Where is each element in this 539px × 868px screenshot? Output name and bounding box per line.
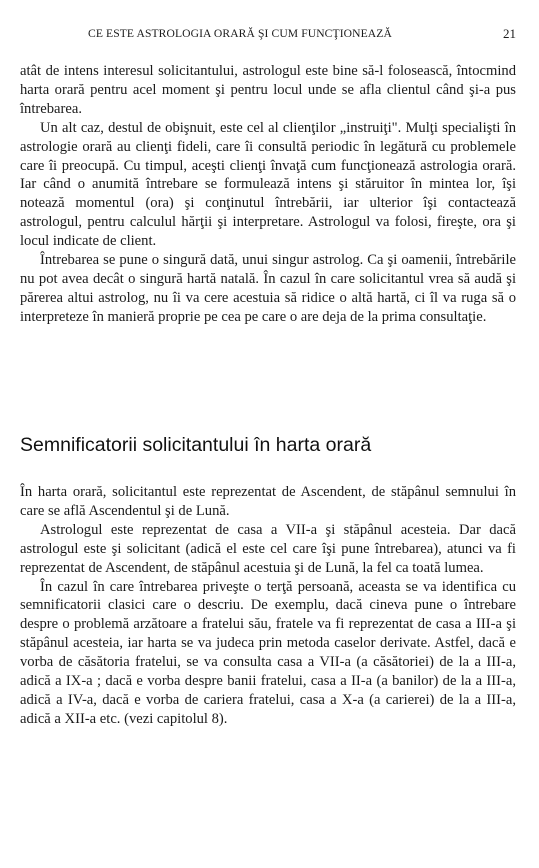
running-head [20, 27, 516, 43]
paragraph: În harta orară, solicitantul este reprezentat de Ascendent, de stăpânul semnului în care se află Ascendentul şi de Lună. [20, 484, 516, 519]
paragraph: În cazul în care întrebarea priveşte o terţă persoană, aceasta se va identifica cu semnificatorii clasici care o descriu. De exemplu, dacă cineva pune o întrebare despre o problemă arzătoare a fratelui său, fratele va fi reprezentat de casa a III-a şi stăpânul acesteia, iar harta se va judeca prin metoda caselor derivate. Astfel, dacă e vorba de căsătoria fratelui, se va consulta casa a VII-a (a căsătoriei) de la a III-a, adică a IX-a ; dacă e vorba despre banii fratelui, casa a II-a (a banilor) de la a III-a, adică a IV-a, dacă e vorba de cariera fratelui, casa a X-a (a carierei) de la a III-a, adică a XII-a etc. (vezi capitolul 8). [20, 578, 516, 727]
paragraph: Întrebarea se pune o singură dată, unui singur astrolog. Ca şi oamenii, întrebările nu pot avea decât o singură hartă natală. În cazul în care solicitantul vrea să audă şi părerea altui astrolog, nu îi va cere acestuia să ridice o altă hartă, ci îl va ruga să o interpreteze în manieră proprie pe cea pe care o are deja de la prima consultaţie. [20, 252, 516, 325]
body-text-bottom [20, 483, 516, 729]
paragraph: Un alt caz, destul de obişnuit, este cel al clienţilor „instruiţi". Mulţi specialişti în astrologie orară au clienţi fideli, care îi consultă periodic în legătură cu problemele care îi preocupă. Cu timpul, aceşti clienţi învaţă cum funcţionează astrologia orară. Iar când o anumită întrebare se formulează intens şi stăruitor în mintea lor, îşi notează momentul (ora) şi conţinutul întrebării, iar ulterior îşi contactează astrologul, pentru calculul hărţii şi interpretare. Astrologul va folosi, fireşte, ora şi locul indicate de client. [20, 119, 516, 250]
section-heading: Semnificatorii solicitantului în harta orară [20, 434, 372, 456]
body-text-top [20, 62, 516, 327]
page-number: 21 [503, 26, 516, 41]
paragraph: atât de intens interesul solicitantului, astrologul este bine să-l folosească, întocmind harta orară pentru acel moment şi pentru locul unde se afla clientul când şi-a pus întrebarea. [20, 63, 516, 117]
running-title: CE ESTE ASTROLOGIA ORARĂ ŞI CUM FUNCŢIONEAZĂ [88, 27, 392, 40]
paragraph: Astrologul este reprezentat de casa a VII-a şi stăpânul acesteia. Dar dacă astrologul este şi solicitant (adică el este cel care îşi pune întrebarea), atunci va fi reprezentat de Ascendent, de stăpânul acestuia şi de Lună, la fel ca toată lumea. [20, 521, 516, 576]
